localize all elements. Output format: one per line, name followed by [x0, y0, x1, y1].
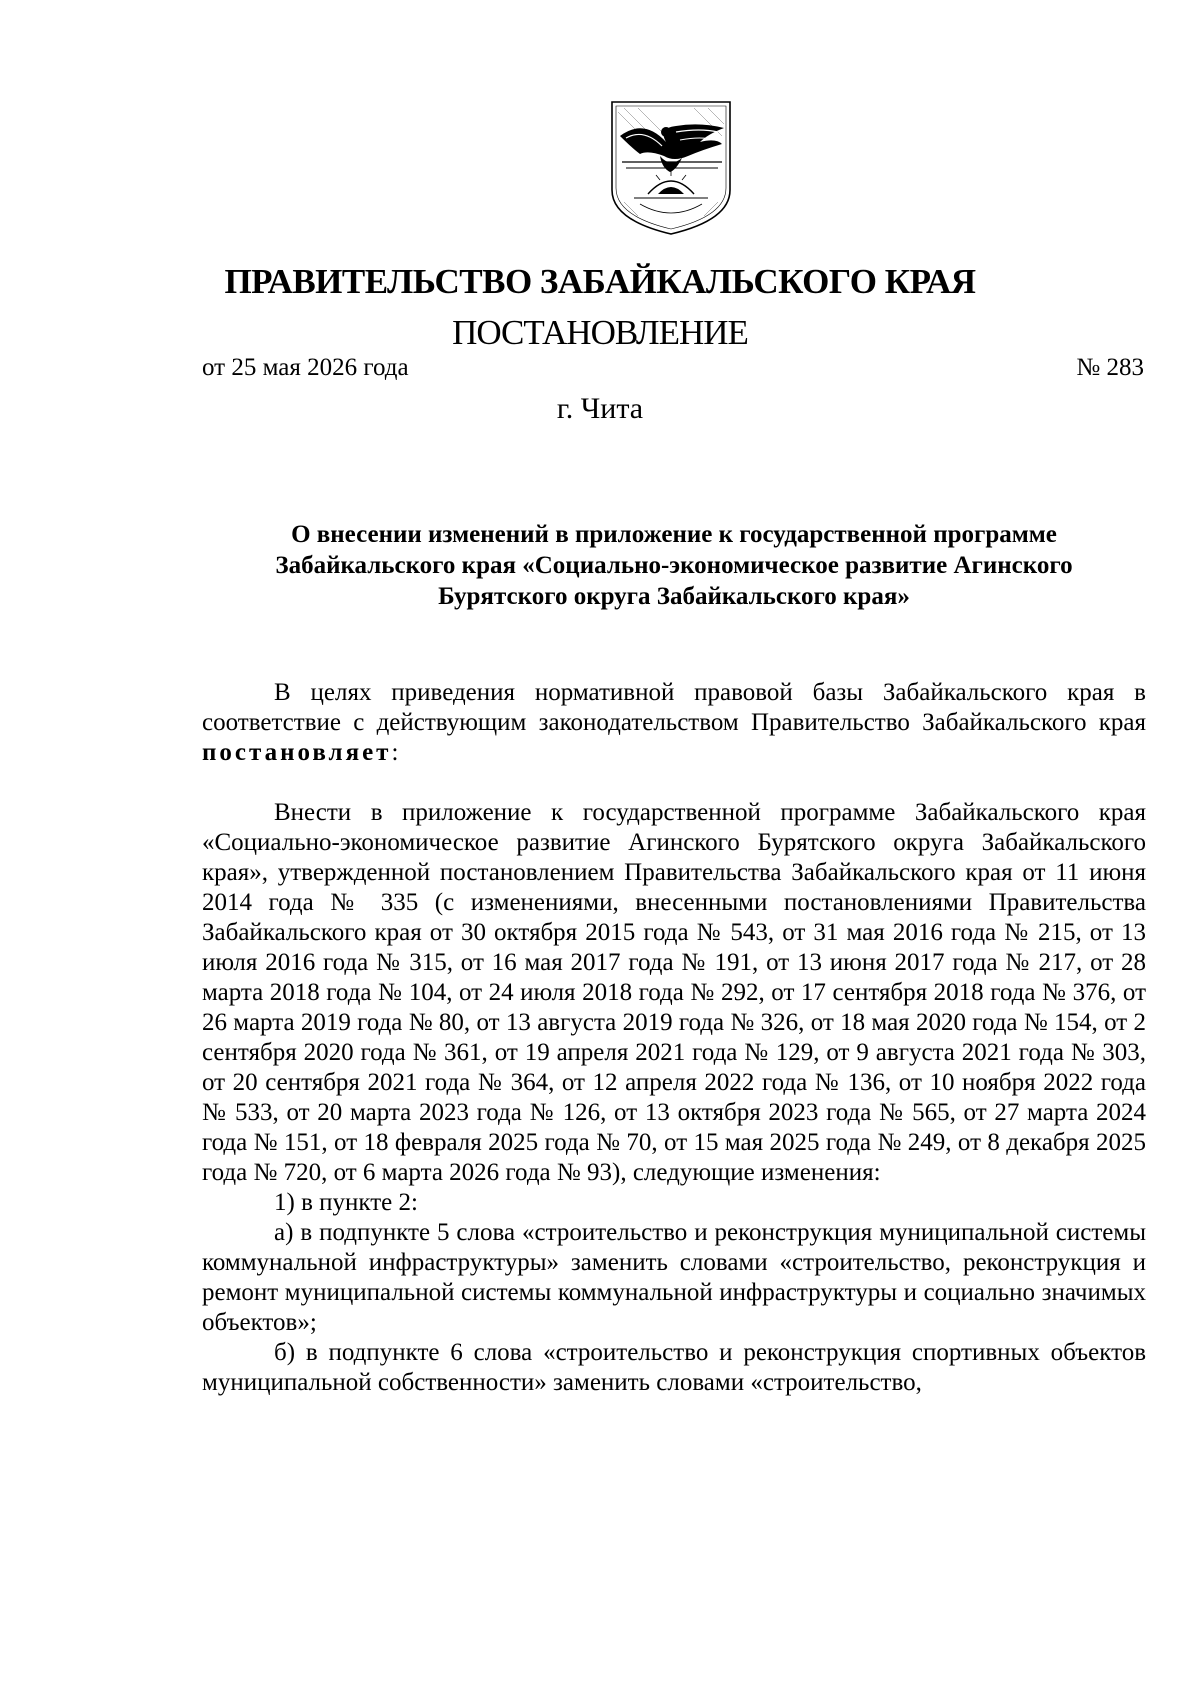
decree-word: постановляет: [202, 739, 392, 766]
item-1: 1) в пункте 2:: [274, 1189, 418, 1216]
subject-line: Забайкальского края «Социально-экономическое развитие Агинского: [275, 552, 1073, 579]
document-date: от 25 мая 2026 года: [202, 354, 409, 381]
document-city: г. Чита: [556, 392, 644, 425]
subject-line: О внесении изменений в приложение к государственной программе: [291, 521, 1057, 548]
document-number: № 283: [1076, 354, 1144, 381]
document-type: ПОСТАНОВЛЕНИЕ: [452, 313, 748, 352]
zabaykalsky-krai-coat-of-arms-icon: [604, 98, 738, 238]
government-title: ПРАВИТЕЛЬСТВО ЗАБАЙКАЛЬСКОГО КРАЯ: [224, 262, 976, 301]
preamble-colon: :: [391, 739, 399, 766]
preamble-text: В целях приведения нормативной правовой базы Забайкальского края в соответствие с действующим законодательством Правительство Забайкальского края: [202, 679, 1146, 736]
item-1b: б) в подпункте 6 слова «строительство и реконструкция спортивных объектов муниципальной собственности» заменить словами «строительство,: [202, 1339, 1146, 1396]
main-body: [202, 798, 1146, 1398]
item-1a: а) в подпункте 5 слова «строительство и реконструкция муниципальной системы коммунальной инфраструктуры» заменить словами «строительство, реконструкция и ремонт муниципальной системы коммунальной инфраструктуры и социально значимых объектов»;: [202, 1219, 1146, 1336]
intro-paragraph: Внести в приложение к государственной программе Забайкальского края «Социально-экономическое развитие Агинского Бурятского округа Забайкальского края», утвержденной постановлением Правительства Забайкальского края от 11 июня 2014 года № 335 (с изменениями, внесенными постановлениями Правительства Забайкальского края от 30 октября 2015 года № 543, от 31 мая 2016 года № 215, от 13 июля 2016 года № 315, от 16 мая 2017 года № 191, от 13 июня 2017 года № 217, от 28 марта 2018 года № 104, от 24 июля 2018 года № 292, от 17 сентября 2018 года № 376, от 26 марта 2019 года № 80, от 13 августа 2019 года № 326, от 18 мая 2020 года № 154, от 2 сентября 2020 года № 361, от 19 апреля 2021 года № 129, от 9 августа 2021 года № 303, от 20 сентября 2021 года № 364, от 12 апреля 2022 года № 136, от 10 ноября 2022 года № 533, от 20 марта 2023 года № 126, от 13 октября 2023 года № 565, от 27 марта 2024 года № 151, от 18 февраля 2025 года № 70, от 15 мая 2025 года № 249, от 8 декабря 2025 года № 720, от 6 марта 2026 года № 93), следующие изменения:: [202, 799, 1146, 1186]
preamble-paragraph: [202, 678, 1146, 768]
document-subject: [202, 519, 1146, 612]
subject-line: Бурятского округа Забайкальского края»: [438, 583, 910, 610]
